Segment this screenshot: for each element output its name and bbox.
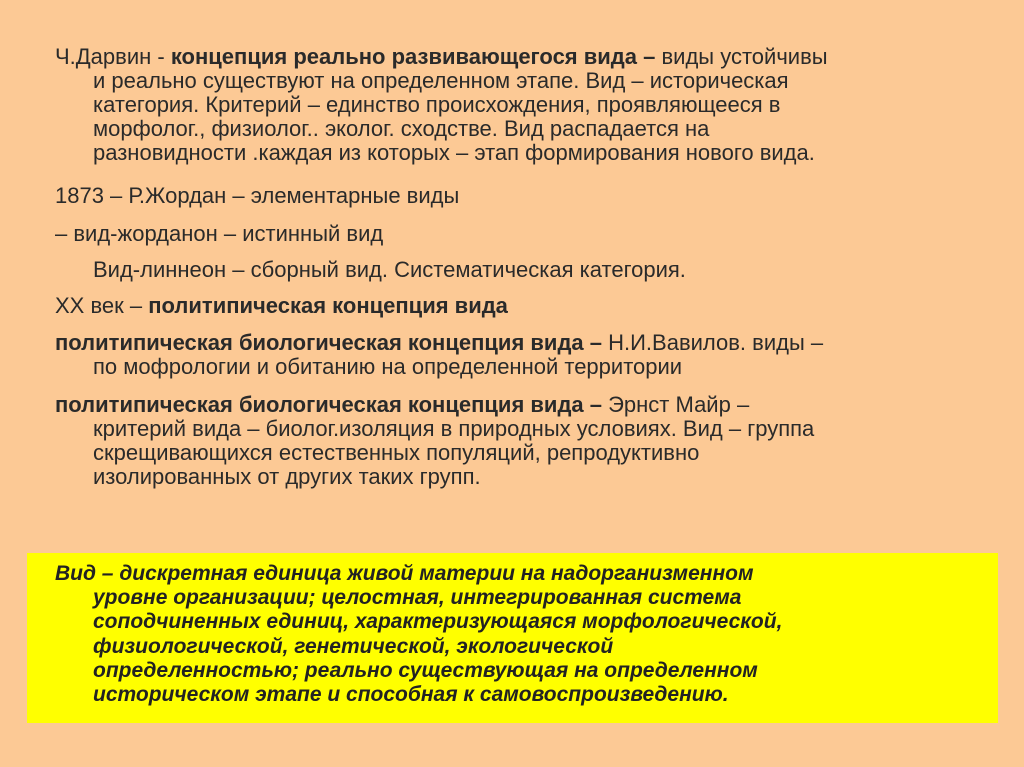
darwin-line-3: категория. Критерий – единство происхождения, проявляющееся в	[93, 92, 781, 117]
definition-line-6: историческом этапе и способная к самовоспроизведению.	[93, 683, 729, 707]
darwin-line-1	[55, 45, 985, 69]
mayr-concept: политипическая биологическая концепция вида –	[55, 392, 602, 417]
mayr-author: Эрнст Майр –	[602, 392, 750, 417]
jordan-text-2: – вид-жорданон – истинный вид	[55, 221, 384, 246]
darwin-first-rest: виды устойчивы	[655, 44, 828, 69]
vavilov-line-2: по мофрологии и обитанию на определенной территории	[93, 354, 683, 379]
jordan-line-1	[55, 184, 985, 208]
jordan-text-1: 1873 – Р.Жордан – элементарные виды	[55, 183, 460, 208]
vavilov-concept: политипическая биологическая концепция вида –	[55, 330, 602, 355]
century-paragraph	[55, 294, 985, 318]
vavilov-paragraph	[55, 331, 985, 379]
darwin-line-4: морфолог., физиолог.. эколог. сходстве. Вид распадается на	[93, 116, 710, 141]
definition-line-3: соподчиненных единиц, характеризующаяся морфологической,	[93, 610, 783, 634]
definition-line-4: физиологической, генетической, экологической	[93, 634, 614, 658]
century-prefix: XX век –	[55, 293, 149, 318]
vavilov-author: Н.И.Вавилов. виды –	[602, 330, 824, 355]
mayr-line-2: критерий вида – биолог.изоляция в природных условиях. Вид – группа	[93, 416, 815, 441]
darwin-author: Ч.Дарвин -	[55, 44, 171, 69]
definition-line-2: уровне организации; целостная, интегрированная система	[93, 586, 742, 610]
species-definition	[55, 562, 985, 707]
jordan-line-2	[55, 222, 985, 246]
mayr-line-3: скрещивающихся естественных популяций, репродуктивно	[93, 440, 700, 465]
definition-line-1: Вид – дискретная единица живой материи на надорганизменном	[55, 562, 754, 585]
darwin-concept: концепция реально развивающегося вида –	[170, 44, 656, 69]
century-concept: политипическая концепция вида	[148, 293, 508, 318]
linneon-text: Вид-линнеон – сборный вид. Систематическая категория.	[93, 257, 686, 282]
darwin-line-5: разновидности .каждая из которых – этап формирования нового вида.	[93, 140, 815, 165]
definition-line-5: определенностью; реально существующая на определенном	[93, 658, 758, 682]
darwin-line-2: и реально существуют на определенном этапе. Вид – историческая	[93, 68, 789, 93]
mayr-paragraph	[55, 393, 985, 489]
mayr-line-4: изолированных от других таких групп.	[93, 464, 481, 489]
jordan-line-3	[55, 258, 985, 282]
darwin-paragraph	[55, 45, 985, 165]
